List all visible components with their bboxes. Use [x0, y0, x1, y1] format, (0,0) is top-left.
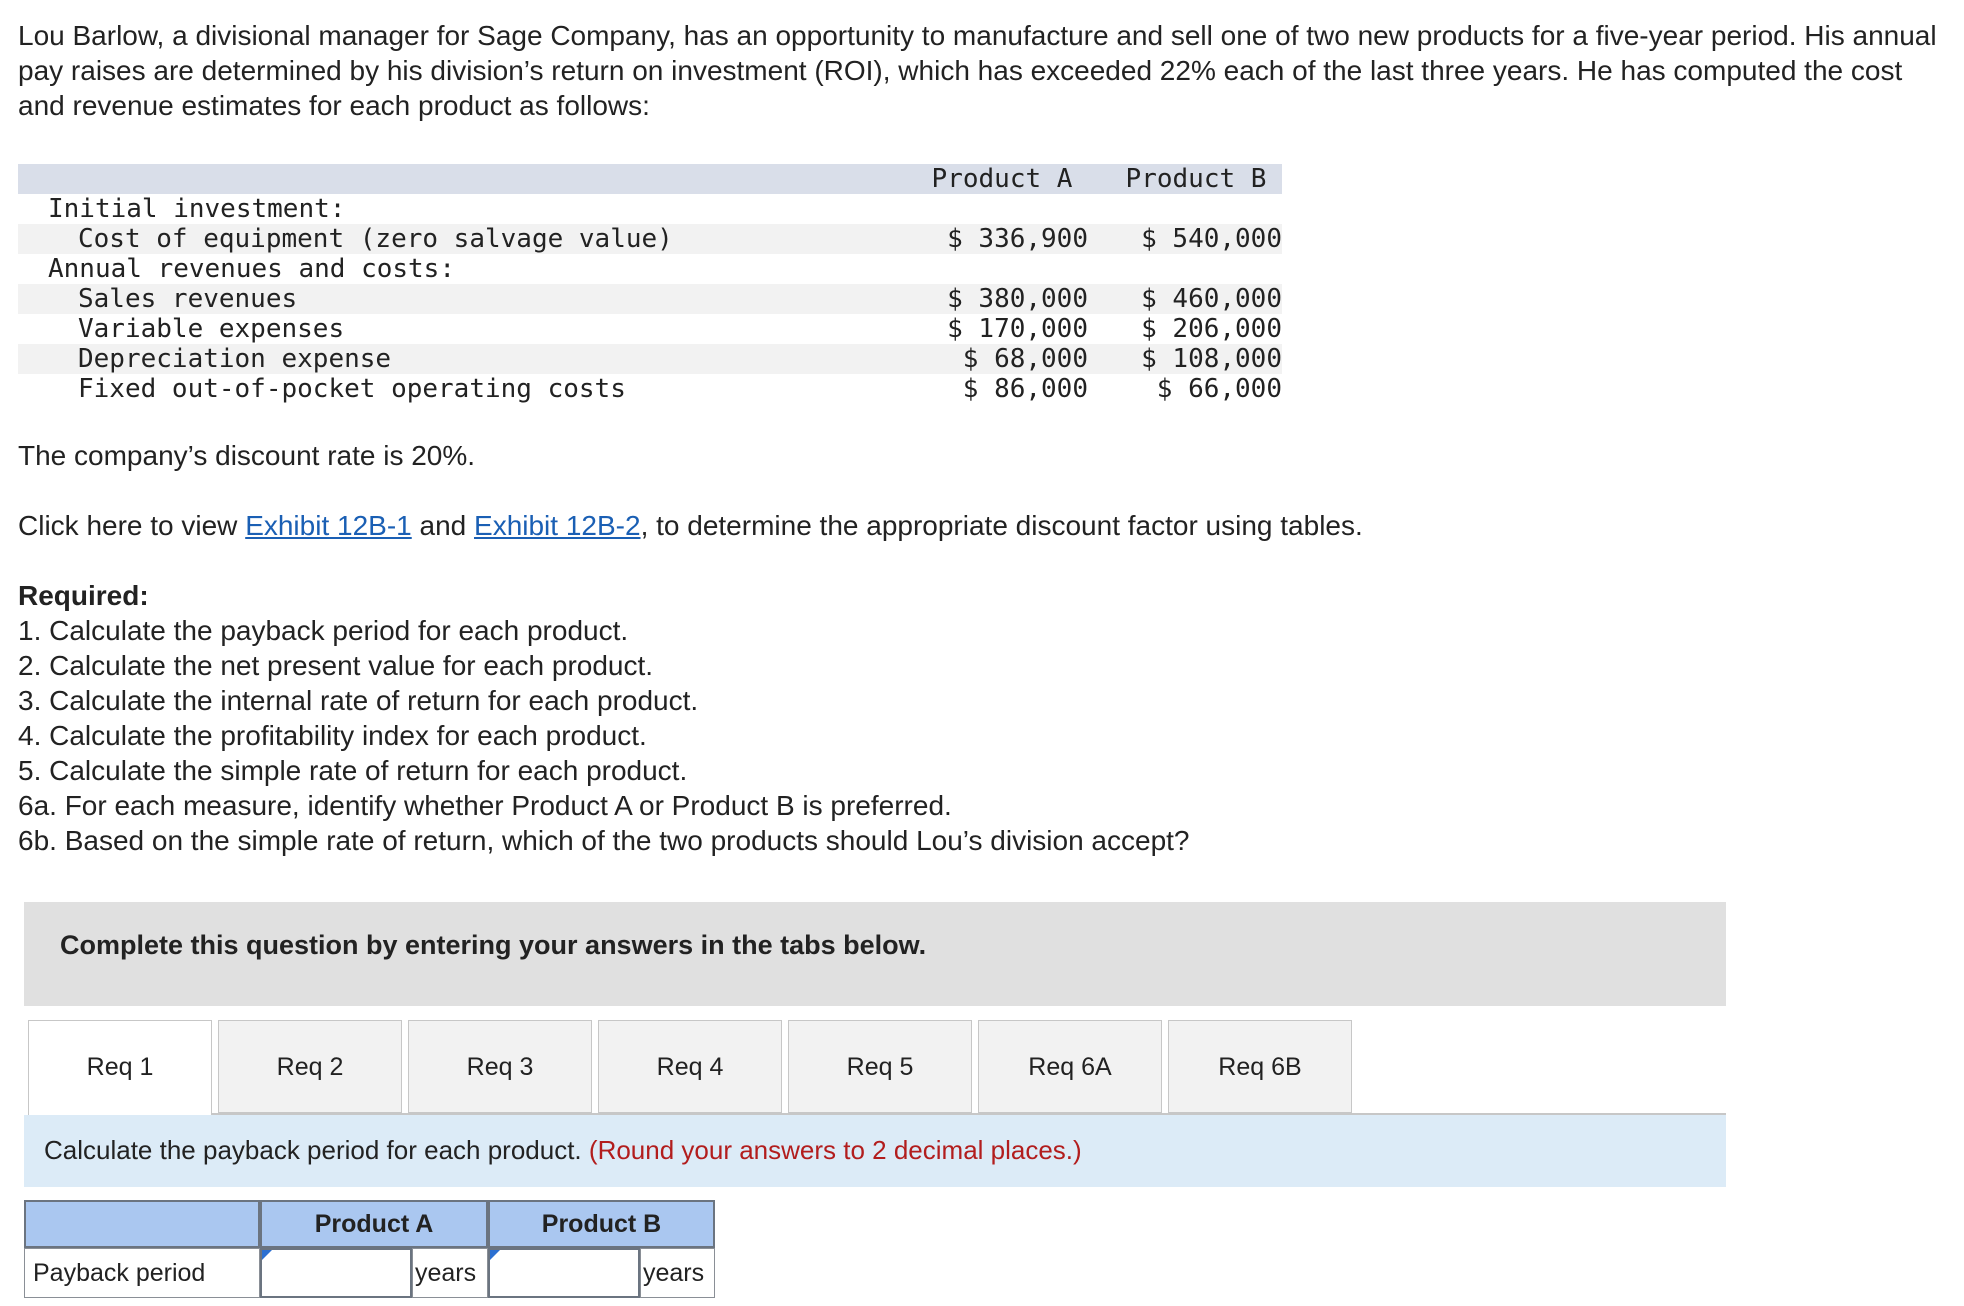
answer-header-product-b: Product B: [488, 1200, 715, 1248]
table-row: [18, 224, 1282, 254]
column-header-product-b: Product B: [1125, 164, 1267, 194]
exhibit-12b-1-link[interactable]: Exhibit 12B-1: [245, 510, 412, 541]
value-product-a: $ 336,900: [947, 224, 1088, 254]
rounding-note: (Round your answers to 2 decimal places.): [588, 1135, 1082, 1165]
instruction-text: [44, 1135, 1082, 1166]
table-row: [18, 314, 1282, 344]
complete-question-text: Complete this question by entering your answers in the tabs below.: [60, 930, 927, 960]
answer-header-blank: [24, 1200, 260, 1248]
list-item: 5. Calculate the simple rate of return for each product.: [18, 755, 688, 786]
payback-period-label: Payback period: [24, 1248, 260, 1298]
payback-answer-grid: [24, 1200, 715, 1298]
product-b-payback-input[interactable]: [488, 1248, 640, 1298]
input-marker-icon: [262, 1250, 272, 1260]
discount-rate-text: The company’s discount rate is 20%.: [18, 440, 476, 471]
value-product-b: $ 206,000: [1141, 314, 1282, 344]
table-row: [18, 284, 1282, 314]
complete-question-banner: [24, 902, 1726, 1006]
list-item: 2. Calculate the net present value for each product.: [18, 650, 654, 681]
answer-header-product-a: Product A: [260, 1200, 488, 1248]
tab-req-5[interactable]: Req 5: [788, 1020, 972, 1113]
row-label: Cost of equipment (zero salvage value): [78, 224, 673, 254]
product-a-payback-field[interactable]: [262, 1250, 410, 1296]
instruction-main: Calculate the payback period for each product.: [44, 1135, 582, 1165]
table-row: [18, 254, 1282, 284]
value-product-a: $ 170,000: [947, 314, 1088, 344]
list-item: 6a. For each measure, identify whether Product A or Product B is preferred.: [18, 790, 952, 821]
list-item: 1. Calculate the payback period for each product.: [18, 615, 629, 646]
value-product-b: $ 460,000: [1141, 284, 1282, 314]
product-b-payback-field[interactable]: [490, 1250, 638, 1296]
row-label: Sales revenues: [78, 284, 298, 314]
table-row: [18, 194, 1282, 224]
exhibit-prefix: Click here to view: [18, 510, 246, 541]
row-label: Fixed out-of-pocket operating costs: [78, 374, 626, 404]
table-row: [18, 374, 1282, 404]
value-product-a: $ 68,000: [962, 344, 1088, 374]
exhibit-middle: and: [411, 510, 475, 541]
problem-intro: Lou Barlow, a divisional manager for Sage Company, has an opportunity to manufacture and sell one of two new products for a five-year period. His annual pay raises are determined by his division’s return on investment (ROI), which has exceeded 22% each of the last three years. He has computed the cost and revenue estimates for each product as follows:: [18, 20, 1937, 121]
table-header-row: [18, 164, 1282, 194]
requirement-tabs: [24, 1020, 1726, 1115]
list-item: 4. Calculate the profitability index for each product.: [18, 720, 647, 751]
tab-req-2[interactable]: Req 2: [218, 1020, 402, 1113]
list-item: 3. Calculate the internal rate of return for each product.: [18, 685, 699, 716]
product-a-payback-input[interactable]: [260, 1248, 412, 1298]
table-row: [18, 344, 1282, 374]
column-header-product-a: Product A: [931, 164, 1073, 194]
instruction-banner: [24, 1115, 1726, 1187]
row-label: Variable expenses: [78, 314, 345, 344]
value-product-b: $ 66,000: [1156, 374, 1282, 404]
product-a-unit: years: [412, 1248, 488, 1298]
value-product-a: $ 86,000: [962, 374, 1088, 404]
row-label: Depreciation expense: [78, 344, 392, 374]
value-product-b: $ 108,000: [1141, 344, 1282, 374]
input-marker-icon: [490, 1250, 500, 1260]
list-item: 6b. Based on the simple rate of return, which of the two products should Lou’s division accept?: [18, 825, 1190, 856]
value-product-b: $ 540,000: [1141, 224, 1282, 254]
exhibit-line: [18, 508, 1363, 543]
tab-req-6b[interactable]: Req 6B: [1168, 1020, 1352, 1113]
tab-req-4[interactable]: Req 4: [598, 1020, 782, 1113]
tab-req-1[interactable]: Req 1: [28, 1020, 212, 1115]
row-label: Annual revenues and costs:: [48, 254, 455, 284]
exhibit-12b-2-link[interactable]: Exhibit 12B-2: [474, 510, 641, 541]
tab-req-3[interactable]: Req 3: [408, 1020, 592, 1113]
tab-req-6a[interactable]: Req 6A: [978, 1020, 1162, 1113]
product-b-unit: years: [640, 1248, 715, 1298]
value-product-a: $ 380,000: [947, 284, 1088, 314]
exhibit-suffix: , to determine the appropriate discount factor using tables.: [640, 510, 1363, 541]
required-list: [18, 613, 1190, 858]
row-label: Initial investment:: [48, 194, 346, 224]
required-heading: Required:: [18, 580, 149, 611]
